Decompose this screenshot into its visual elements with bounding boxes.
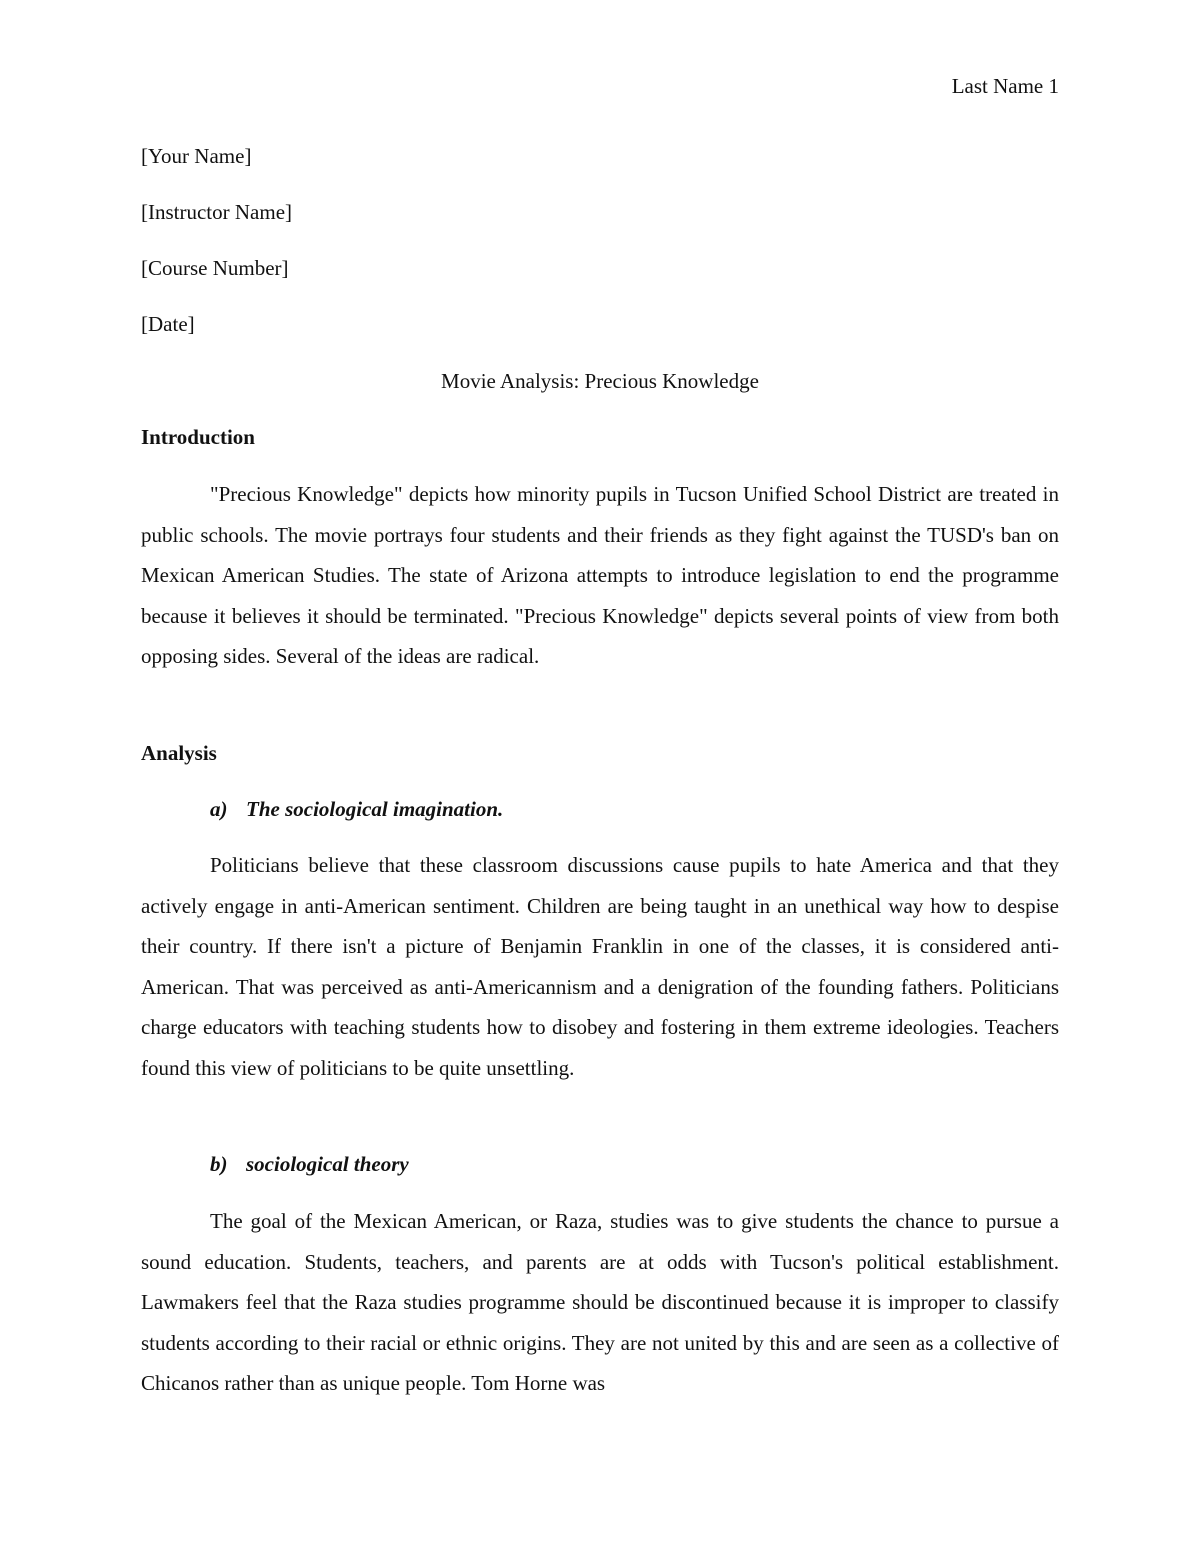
subsection-a-paragraph: Politicians believe that these classroom discussions cause pupils to hate America and that they actively engage in anti-American sentiment. Children are being taught in an unethical way how to despise their country. If there isn't a picture of Benjamin Franklin in one of the classes, it is considered anti-American. That was perceived as anti-Americannism and a denigration of the founding fathers. Politicians charge educators with teaching students how to disobey and fostering in them extreme ideologies. Teachers found this view of politicians to be quite unsettling.: [141, 853, 1059, 1080]
course-number: [Course Number]: [141, 256, 289, 280]
date: [Date]: [141, 312, 195, 336]
document-title: Movie Analysis: Precious Knowledge: [441, 369, 759, 393]
subsection-b-heading: [210, 1150, 409, 1178]
student-info-block: [141, 142, 1059, 338]
subsection-a-marker: a): [210, 797, 228, 821]
subsection-b-title: sociological theory: [246, 1152, 409, 1176]
subsection-b-paragraph: The goal of the Mexican American, or Raza, studies was to give students the chance to pursue a sound education. Students, teachers, and parents are at odds with Tucson's political establishment. Lawmakers feel that the Raza studies programme should be discontinued because it is improper to classify students according to their racial or ethnic origins. They are not united by this and are seen as a collective of Chicanos rather than as unique people. Tom Horne was: [141, 1209, 1059, 1396]
introduction-paragraph: "Precious Knowledge" depicts how minority pupils in Tucson Unified School District are treated in public schools. The movie portrays four students and their friends as they fight against the TUSD's ban on Mexican American Studies. The state of Arizona attempts to introduce legislation to end the programme because it believes it should be terminated. "Precious Knowledge" depicts several points of view from both opposing sides. Several of the ideas are radical.: [141, 482, 1059, 669]
subsection-b-marker: b): [210, 1152, 228, 1176]
student-name: [Your Name]: [141, 144, 252, 168]
analysis-heading: Analysis: [141, 741, 217, 765]
instructor-name: [Instructor Name]: [141, 200, 293, 224]
subsection-a-title: The sociological imagination.: [246, 797, 504, 821]
subsection-a-heading: [210, 795, 503, 823]
running-head: Last Name 1: [951, 74, 1059, 98]
introduction-heading: Introduction: [141, 425, 255, 449]
